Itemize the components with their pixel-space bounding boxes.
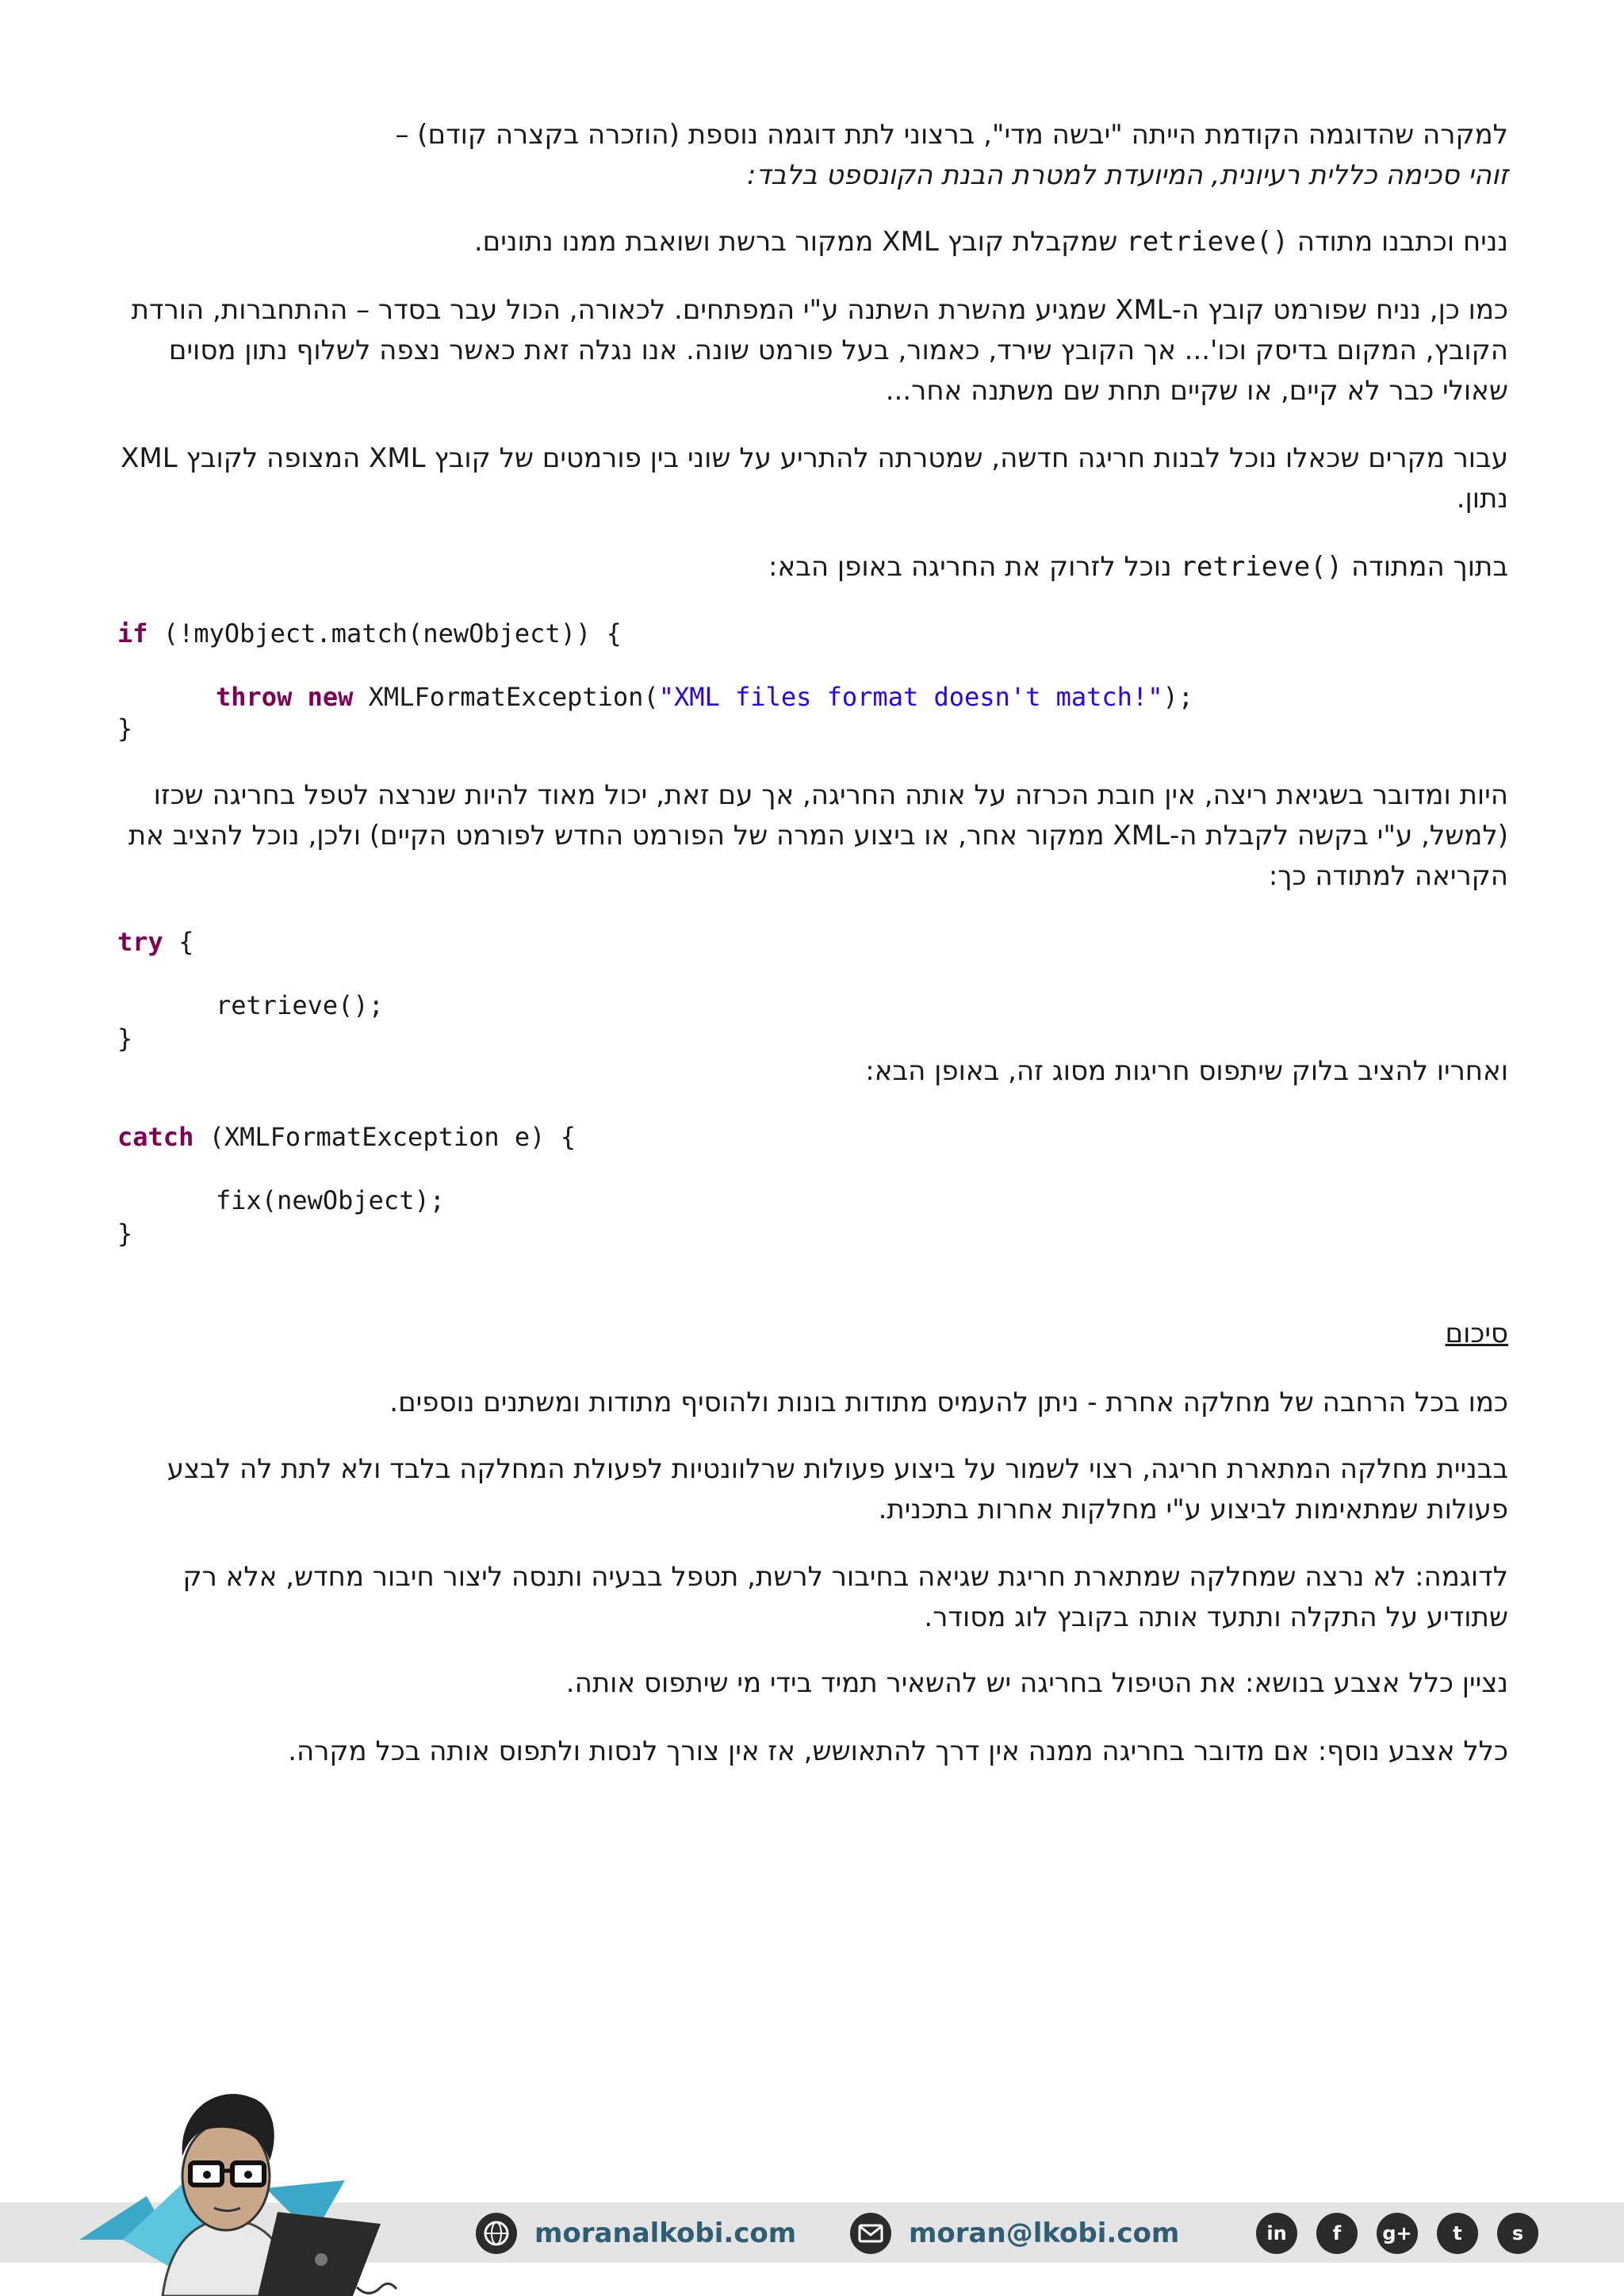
catch-intro-paragraph: ואחריו להציב בלוק שיתפוס חריגות מסוג זה, באופן הבא: <box>865 1055 1508 1087</box>
summary-paragraph-3: לדוגמה: לא נרצה שמחלקה שמתארת חריגת שגיאה בחיבור לרשת, תטפל בבעיה ותנסה ליצור חיבור מחדש, אלא רק שתודיע על התקלה ותתעד אותה בקובץ לוג מסודר. <box>182 1561 1508 1633</box>
retrieve-call-line: retrieve(); <box>216 990 384 1020</box>
linkedin-icon[interactable]: in <box>1256 2213 1297 2254</box>
catch-signature: (XMLFormatException e) { <box>193 1122 576 1152</box>
if-condition: (!myObject.match(newObject)) { <box>147 618 622 649</box>
if-code-line <box>117 618 622 649</box>
throw-code-line <box>216 681 1193 713</box>
facebook-icon[interactable]: f <box>1316 2213 1358 2254</box>
retrieve-text-pre: נניח וכתבנו מתודה <box>1288 226 1508 258</box>
if-keyword: if <box>117 618 148 649</box>
retrieve-paragraph <box>117 222 1508 262</box>
try-brace: { <box>163 927 194 957</box>
retrieve-text-post: שמקבלת קובץ XML ממקור ברשת ושואבת ממנו נתונים. <box>473 226 1127 258</box>
runtime-exception-paragraph: היות ומדובר בשגיאת ריצה, אין חובת הכרזה על אותה החריגה, אך עם זאת, יכול מאוד להיות שנרצה לטפל בחריגה שכזו (למשל, ע"י בקשה לקבלת ה-XML ממקור אחר, או ביצוע המרה של הפורמט החדש לפורמט הקיים) ולכן, נוכל להציב את הקריאה למתודה כך: <box>128 779 1508 892</box>
intro-paragraph <box>117 115 1508 196</box>
try-code-line <box>117 926 193 958</box>
email-text: moran@lkobi.com <box>909 2218 1180 2249</box>
envelope-icon <box>850 2213 891 2254</box>
retrieve-code-inline: retrieve() <box>1126 226 1289 258</box>
throw-end: ); <box>1162 682 1193 712</box>
skype-icon[interactable]: s <box>1497 2213 1538 2254</box>
summary-paragraph-4: נציין כלל אצבע בנושא: את הטיפול בחריגה יש להשאיר תמיד בידי מי שיתפוס אותה. <box>565 1667 1508 1699</box>
intro-line: למקרה שהדוגמה הקודמת הייתה "יבשה מדי", ברצוני לתת דוגמה נוספת (הוזכרה בקצרה קודם) – <box>395 119 1508 151</box>
website-text: moranalkobi.com <box>534 2218 797 2249</box>
globe-icon <box>476 2213 517 2254</box>
catch-code-line <box>117 1121 576 1153</box>
if-close-brace: } <box>117 714 133 744</box>
fix-call-line: fix(newObject); <box>216 1185 445 1215</box>
twitter-icon[interactable]: t <box>1437 2213 1478 2254</box>
website-link[interactable] <box>476 2212 796 2255</box>
summary-paragraph-5: כלל אצבע נוסף: אם מדובר בחריגה ממנה אין דרך להתאושש, אז אין צורך לנסות ולתפוס אותה בכל מקרה. <box>288 1735 1508 1767</box>
email-link[interactable] <box>850 2212 1179 2255</box>
throw-keyword: throw <box>216 682 293 712</box>
summary-heading: סיכום <box>1445 1318 1508 1349</box>
throw-intro-post: נוכל לזרוק את החריגה באופן הבא: <box>768 551 1181 583</box>
try-close-brace: } <box>117 1024 133 1054</box>
throw-intro-paragraph <box>117 547 1508 587</box>
exception-message-string: "XML files format doesn't match!" <box>658 682 1163 712</box>
format-change-paragraph: כמו כן, נניח שפורמט קובץ ה-XML שמגיע מהשרת השתנה ע"י המפתחים. לכאורה, הכול עבר בסדר – ההתחברות, הורדת הקובץ, המקום בדיסק וכו'... אך הקובץ שירד, כאמור, בעל פורמט שונה. אנו נגלה זאת כאשר נצפה לשלוף נתון מסוים שאולי כבר לא קיים, או שקיים תחת שם משתנה אחר... <box>131 294 1508 407</box>
throw-intro-pre: בתוך המתודה <box>1342 551 1508 583</box>
catch-close-brace: } <box>117 1219 133 1249</box>
catch-keyword: catch <box>117 1122 194 1152</box>
mascot-illustration <box>75 2069 424 2296</box>
throw-intro-code-inline: retrieve() <box>1180 551 1343 583</box>
summary-paragraph-1: כמו בכל הרחבה של מחלקה אחרת - ניתן להעמיס מתודות בונות ולהוסיף מתודות ומשתנים נוספים. <box>389 1387 1508 1418</box>
try-keyword: try <box>117 927 163 957</box>
summary-paragraph-2: בבניית מחלקה המתארת חריגה, רצוי לשמור על ביצוע פעולות שרלוונטיות לפעולת המחלקה בלבד ולא לתת לה לבצע פעולות שמתאימות לביצוע ע"י מחלקות אחרות בתכנית. <box>167 1453 1508 1525</box>
intro-italic-line: זוהי סכימה כללית רעיונית, המיועדת למטרת הבנת הקונספט בלבד: <box>747 159 1508 191</box>
new-keyword: new <box>307 682 354 712</box>
exception-class: XMLFormatException( <box>353 682 659 712</box>
new-exception-paragraph: עבור מקרים שכאלו נוכל לבנות חריגה חדשה, שמטרתה להתריע על שוני בין פורמטים של קובץ XML המצופה לקובץ XML נתון. <box>121 442 1508 515</box>
google-plus-icon[interactable]: g+ <box>1377 2213 1418 2254</box>
